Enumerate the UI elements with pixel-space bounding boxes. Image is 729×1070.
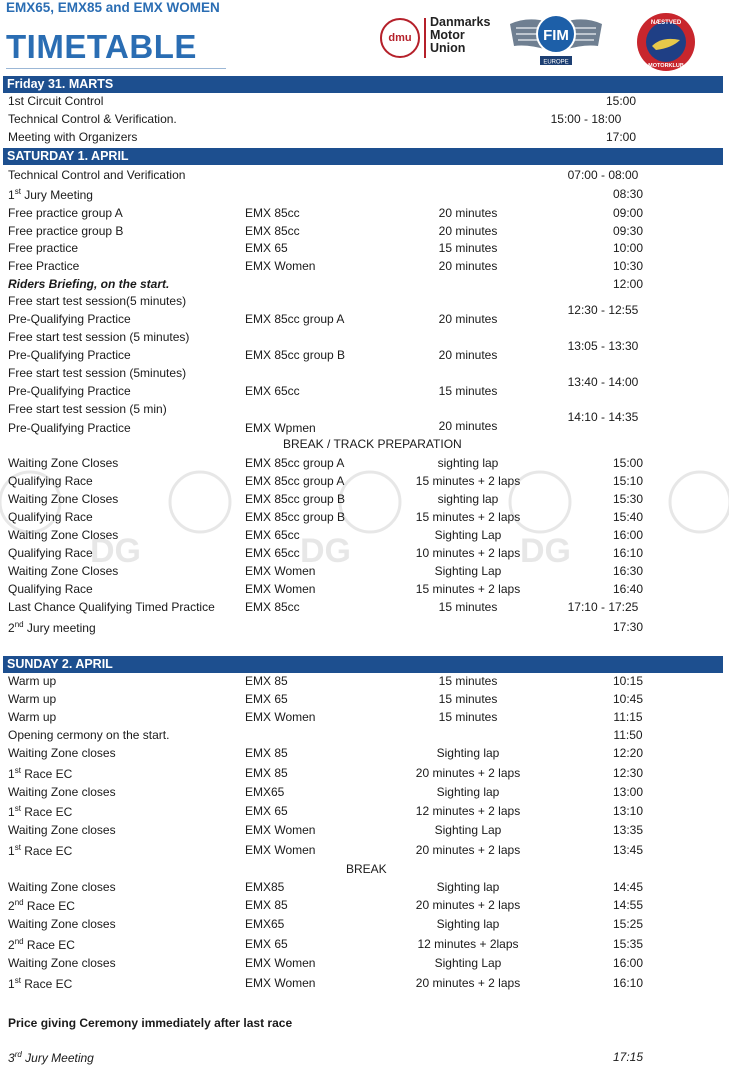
break-label: BREAK (346, 862, 387, 876)
table-row: Free start test session (5minutes) Pre-Qualifying Practice EMX 65cc 15 minutes 13:40 - 14:00 (8, 366, 639, 398)
dmu-divider (424, 18, 426, 58)
table-row: 1st Race EC EMX Women 20 minutes + 2 laps 16:10 (8, 976, 644, 991)
table-row: 1st Circuit Control 15:00 (8, 94, 637, 108)
table-row: Free start test session (5 min) Pre-Qualifying Practice EMX Wpmen 20 minutes 14:10 - 14:35 (8, 402, 639, 435)
table-row: Qualifying Race EMX 65cc 10 minutes + 2 laps 16:10 (8, 546, 644, 560)
table-row: Free Practice EMX Women 20 minutes 10:30 (8, 259, 644, 273)
table-row: Waiting Zone Closes EMX 85cc group B sighting lap 15:30 (8, 492, 644, 506)
table-row: Warm up EMX 65 15 minutes 10:45 (8, 692, 644, 706)
friday-heading: Friday 31. MARTS (3, 76, 723, 93)
club-logo (636, 12, 696, 72)
table-row: Opening cermony on the start. 11:50 (8, 728, 643, 742)
saturday-heading: SATURDAY 1. APRIL (3, 148, 723, 165)
table-row: Free start test session(5 minutes) Pre-Qualifying Practice EMX 85cc group A 20 minutes 12:30 - 12:55 (8, 294, 639, 326)
page-header (0, 0, 729, 78)
break-label: BREAK / TRACK PREPARATION (283, 437, 462, 451)
table-row: 3rd Jury Meeting 17:15 (8, 1050, 644, 1065)
sunday-heading: SUNDAY 2. APRIL (3, 656, 723, 673)
table-row: Qualifying Race EMX 85cc group A 15 minutes + 2 laps 15:10 (8, 474, 644, 488)
svg-text:MOTORKLUB: MOTORKLUB (648, 63, 684, 69)
dmu-logo (380, 14, 500, 64)
table-row: Waiting Zone closes EMX 85 Sighting lap 12:20 (8, 746, 644, 760)
table-row: Waiting Zone closes EMX85 Sighting lap 14:45 (8, 880, 644, 894)
table-row: Technical Control and Verification 07:00 - 08:00 (8, 168, 639, 182)
title-underline (6, 68, 226, 69)
table-row: Warm up EMX 85 15 minutes 10:15 (8, 674, 644, 688)
table-row: Waiting Zone Closes EMX 65cc Sighting Lap 16:00 (8, 528, 644, 542)
table-row: 2nd Race EC EMX 65 12 minutes + 2laps 15:35 (8, 937, 644, 952)
fim-europe-logo (508, 10, 604, 68)
table-row: Meeting with Organizers 17:00 (8, 130, 637, 144)
table-row: Free practice group A EMX 85cc 20 minutes 09:00 (8, 206, 644, 220)
table-row: 1st Race EC EMX 85 20 minutes + 2 laps 12:30 (8, 766, 644, 781)
table-row: Free start test session (5 minutes) Pre-Qualifying Practice EMX 85cc group B 20 minutes 13:05 - 13:30 (8, 330, 639, 362)
table-row: Waiting Zone closes EMX65 Sighting lap 13:00 (8, 785, 644, 799)
svg-text:DG: DG (90, 532, 141, 570)
table-row: Free practice EMX 65 15 minutes 10:00 (8, 241, 644, 255)
table-row: 1st Race EC EMX Women 20 minutes + 2 laps 13:45 (8, 843, 644, 858)
table-row: Waiting Zone closes EMX Women Sighting Lap 16:00 (8, 956, 644, 970)
table-row: Qualifying Race EMX Women 15 minutes + 2 laps 16:40 (8, 582, 644, 596)
dmu-circle-icon: dmu (380, 18, 420, 58)
table-row: 1st Jury Meeting 08:30 (8, 187, 644, 202)
table-row: 2nd Jury meeting 17:30 (8, 620, 644, 635)
table-row: 1st Race EC EMX 65 12 minutes + 2 laps 13:10 (8, 804, 644, 819)
dmu-name: Danmarks Motor Union (430, 15, 491, 55)
page-subtitle: EMX65, EMX85 and EMX WOMEN (6, 0, 220, 15)
svg-text:DG: DG (300, 532, 351, 570)
table-row: Waiting Zone Closes EMX 85cc group A sighting lap 15:00 (8, 456, 644, 470)
svg-text:NÆSTVED: NÆSTVED (650, 20, 682, 26)
table-row: Technical Control & Verification. 15:00 - 18:00 (8, 112, 622, 126)
table-row: Free practice group B EMX 85cc 20 minutes 09:30 (8, 224, 644, 238)
svg-text:FIM: FIM (543, 27, 569, 44)
table-row: Last Chance Qualifying Timed Practice EMX 85cc 15 minutes 17:10 - 17:25 (8, 600, 639, 614)
table-row: Riders Briefing, on the start. 12:00 (8, 277, 644, 291)
page-title: TIMETABLE (6, 28, 197, 65)
table-row: Warm up EMX Women 15 minutes 11:15 (8, 710, 643, 724)
table-row: Waiting Zone Closes EMX Women Sighting Lap 16:30 (8, 564, 644, 578)
price-giving-note: Price giving Ceremony immediately after last race (8, 1016, 293, 1030)
table-row: 2nd Race EC EMX 85 20 minutes + 2 laps 14:55 (8, 898, 644, 913)
svg-text:EUROPE: EUROPE (543, 59, 569, 66)
svg-text:DG: DG (520, 532, 571, 570)
table-row: Qualifying Race EMX 85cc group B 15 minutes + 2 laps 15:40 (8, 510, 644, 524)
table-row: Waiting Zone closes EMX65 Sighting lap 15:25 (8, 917, 644, 931)
table-row: Waiting Zone closes EMX Women Sighting Lap 13:35 (8, 823, 644, 837)
